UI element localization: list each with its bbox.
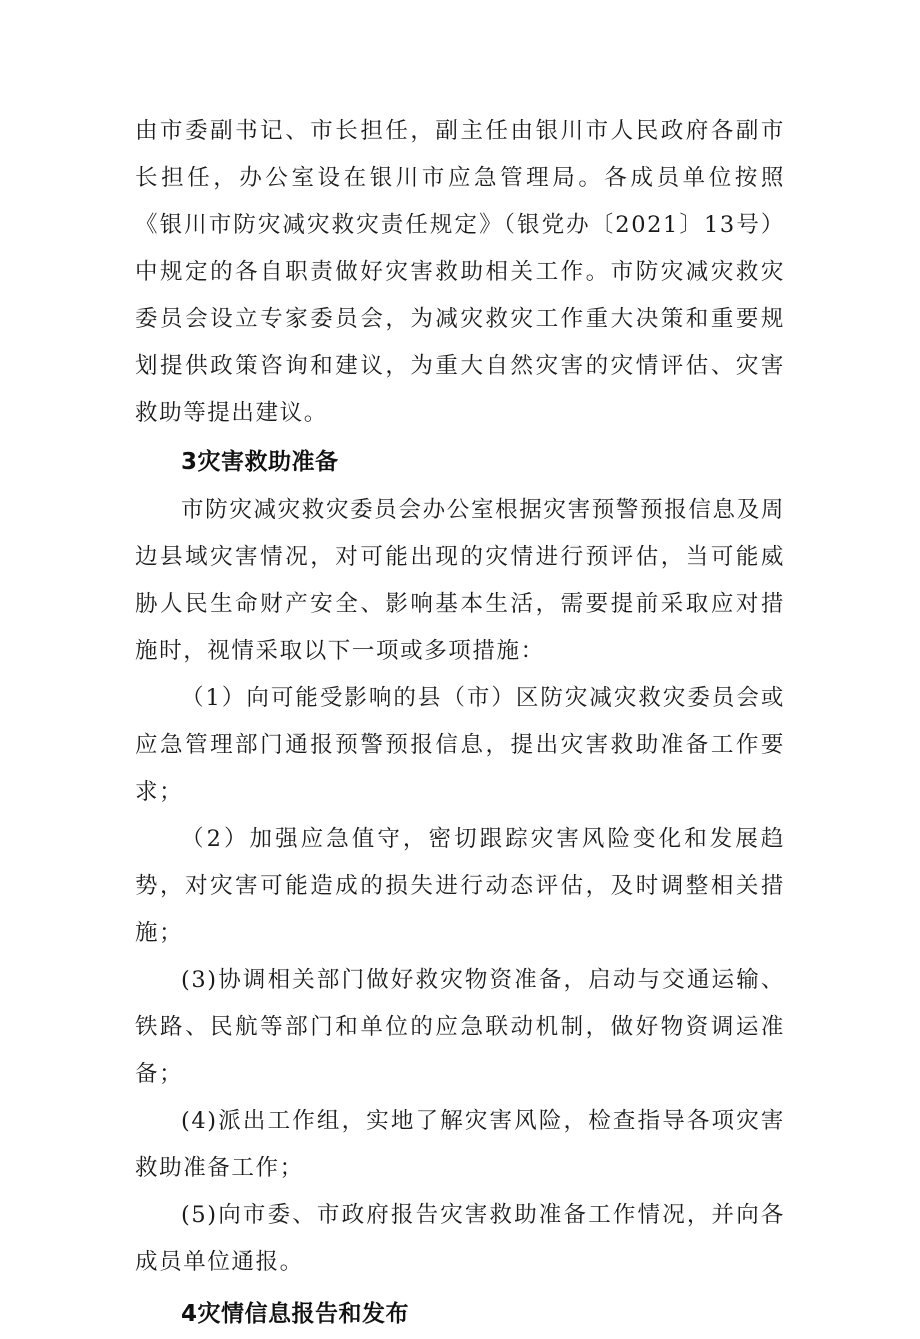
- section-heading-3: 3灾害救助准备: [181, 449, 339, 475]
- paragraph-continuation: 由市委副书记、市长担任，副主任由银川市人民政府各副市长担任，办公室设在银川市应急管理局。各成员单位按照《银川市防灾减灾救灾责任规定》（银党办〔2021〕13号）中规定的各自职责做好灾害救助相关工作。市防灾减灾救灾委员会设立专家委员会，为减灾救灾工作重大决策和重要规划提供政策咨询和建议，为重大自然灾害的灾情评估、灾害救助等提出建议。: [135, 118, 785, 426]
- document-body: [135, 108, 785, 1339]
- list-item-3: (3)协调相关部门做好救灾物资准备，启动与交通运输、铁路、民航等部门和单位的应急联动机制，做好物资调运准备；: [135, 967, 785, 1087]
- list-item-4: (4)派出工作组，实地了解灾害风险，检查指导各项灾害救助准备工作；: [135, 1108, 785, 1181]
- list-item-5: (5)向市委、市政府报告灾害救助准备工作情况，并向各成员单位通报。: [135, 1202, 785, 1275]
- section-3-intro: 市防灾减灾救灾委员会办公室根据灾害预警预报信息及周边县域灾害情况，对可能出现的灾情进行预评估，当可能威胁人民生命财产安全、影响基本生活，需要提前采取应对措施时，视情采取以下一项或多项措施：: [135, 497, 785, 664]
- section-heading-4: 4灾情信息报告和发布: [181, 1301, 410, 1327]
- list-item-2: （2）加强应急值守，密切跟踪灾害风险变化和发展趋势，对灾害可能造成的损失进行动态评估，及时调整相关措施；: [135, 826, 785, 946]
- list-item-1: （1）向可能受影响的县（市）区防灾减灾救灾委员会或应急管理部门通报预警预报信息，提出灾害救助准备工作要求；: [135, 685, 785, 805]
